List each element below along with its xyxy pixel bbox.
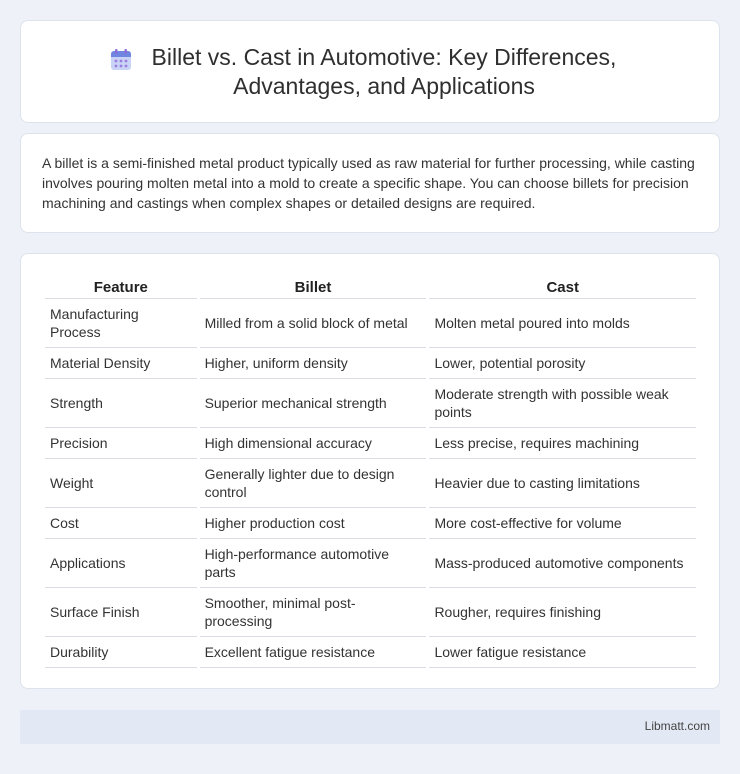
feature-cell: Applications	[45, 539, 197, 588]
feature-cell: Weight	[45, 459, 197, 508]
cast-cell: Lower, potential porosity	[429, 348, 696, 379]
intro-text: A billet is a semi-finished metal product typically used as raw material for further processing, while casting involves pouring molten metal into a mold to create a specific shape. You can choose billets for precision machining and castings when complex shapes or detailed designs are required.	[42, 155, 695, 211]
footer-brand[interactable]: Libmatt.com	[644, 719, 710, 733]
table-row	[45, 508, 696, 539]
header-billet: Billet	[200, 274, 427, 299]
intro-card	[20, 133, 720, 233]
cast-cell: Heavier due to casting limitations	[429, 459, 696, 508]
cast-cell: Rougher, requires finishing	[429, 588, 696, 637]
comparison-table	[42, 274, 699, 668]
billet-cell: High dimensional accuracy	[200, 428, 427, 459]
billet-cell: Excellent fatigue resistance	[200, 637, 427, 668]
table-row	[45, 539, 696, 588]
billet-cell: Smoother, minimal post-processing	[200, 588, 427, 637]
feature-cell: Manufacturing Process	[45, 299, 197, 348]
cast-cell: Mass-produced automotive components	[429, 539, 696, 588]
page-title	[110, 43, 630, 101]
billet-cell: High-performance automotive parts	[200, 539, 427, 588]
feature-cell: Precision	[45, 428, 197, 459]
feature-cell: Material Density	[45, 348, 197, 379]
feature-cell: Surface Finish	[45, 588, 197, 637]
table-row	[45, 348, 696, 379]
cast-cell: Lower fatigue resistance	[429, 637, 696, 668]
cast-cell: Molten metal poured into molds	[429, 299, 696, 348]
billet-cell: Generally lighter due to design control	[200, 459, 427, 508]
feature-cell: Cost	[45, 508, 197, 539]
header-feature: Feature	[45, 274, 197, 299]
feature-cell: Strength	[45, 379, 197, 428]
comparison-card	[20, 253, 720, 689]
cast-cell: Less precise, requires machining	[429, 428, 696, 459]
cast-cell: Moderate strength with possible weak points	[429, 379, 696, 428]
feature-cell: Durability	[45, 637, 197, 668]
table-row	[45, 428, 696, 459]
table-row	[45, 588, 696, 637]
table-row	[45, 299, 696, 348]
table-row	[45, 379, 696, 428]
table-row	[45, 459, 696, 508]
title-card	[20, 20, 720, 123]
billet-cell: Milled from a solid block of metal	[200, 299, 427, 348]
header-cast: Cast	[429, 274, 696, 299]
table-row	[45, 637, 696, 668]
page-title-text: Billet vs. Cast in Automotive: Key Differences, Advantages, and Applications	[151, 44, 617, 99]
billet-cell: Superior mechanical strength	[200, 379, 427, 428]
cast-cell: More cost-effective for volume	[429, 508, 696, 539]
billet-cell: Higher production cost	[200, 508, 427, 539]
table-header-row	[45, 274, 696, 299]
footer	[20, 710, 720, 744]
billet-cell: Higher, uniform density	[200, 348, 427, 379]
